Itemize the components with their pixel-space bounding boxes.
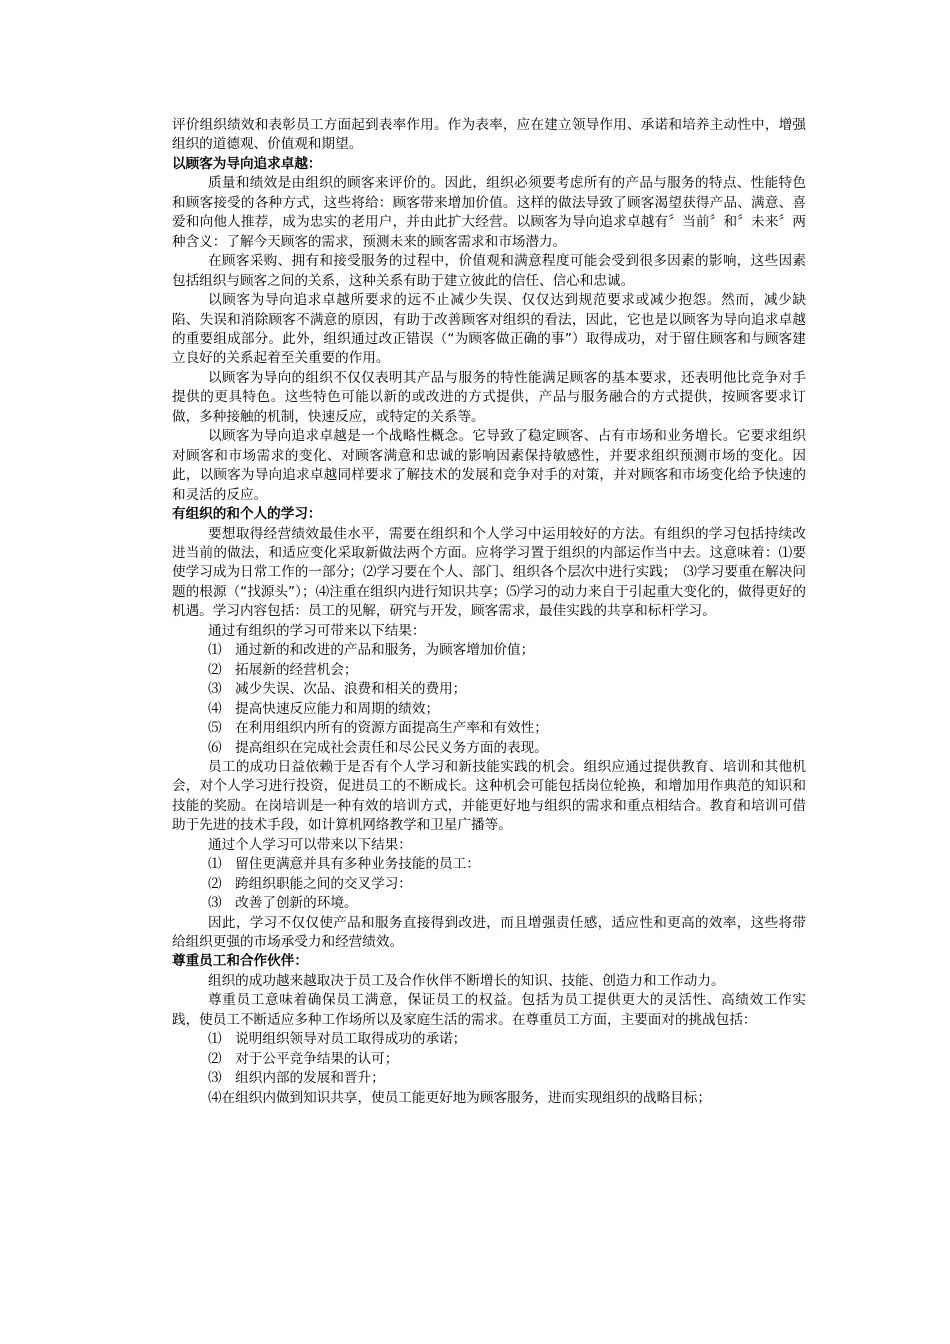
list-item: ⑶ 减少失误、次品、浪费和相关的费用；	[208, 681, 467, 698]
list-item: ⑶ 改善了创新的环境。	[208, 895, 358, 912]
list-item: ⑵ 拓展新的经营机会；	[208, 661, 358, 678]
paragraph: 以顾客为导向的组织不仅仅表明其产品与服务的特性能满足顾客的基本要求，还表明他比竞争对手提供的更具特色。这些特色可能以新的或改进的方式提供，产品与服务融合的方式提供，按顾客要求订做，多种接触的机制，快速反应，或特定的关系等。	[172, 369, 806, 425]
list-item: ⑹ 提高组织在完成社会责任和尽公民义务方面的表现。	[208, 739, 548, 756]
section-heading-respect: 尊重员工和合作伙伴：	[172, 953, 308, 970]
paragraph: 通过有组织的学习可带来以下结果：	[208, 622, 426, 639]
paragraph: 质量和绩效是由组织的顾客来评价的。因此，组织必须要考虑所有的产品与服务的特点、性能特色和顾客接受的各种方式，这些将给：顾客带来增加价值。这样的做法导致了顾客渴望获得产品、满意、喜爱和向他人推荐，成为忠实的老用户，并由此扩大经营。以顾客为导向追求卓越有〞当前〞和〞未来〞两种含义：了解今天顾客的需求，预测未来的顾客需求和市场潜力。	[172, 175, 806, 250]
paragraph: 组织的成功越来越取决于员工及合作伙伴不断增长的知识、技能、创造力和工作动力。	[208, 972, 725, 989]
section-heading-learning: 有组织的和个人的学习：	[172, 506, 322, 523]
document-page	[172, 116, 806, 1108]
list-item: ⑴ 说明组织领导对员工取得成功的承诺；	[208, 1031, 467, 1048]
list-item: ⑸ 在利用组织内所有的资源方面提高生产率和有效性；	[208, 720, 548, 737]
paragraph: 在顾客采购、拥有和接受服务的过程中，价值观和满意程度可能会受到很多因素的影响，这些因素包括组织与顾客之间的关系，这种关系有助于建立彼此的信任、信心和忠诚。	[172, 253, 806, 289]
list-item: ⑶ 组织内部的发展和晋升；	[208, 1070, 385, 1087]
paragraph: 因此，学习不仅仅使产品和服务直接得到改进，而且增强责任感，适应性和更高的效率，这些将带给组织更强的市场承受力和经营绩效。	[172, 914, 806, 951]
paragraph: 以顾客为导向追求卓越所要求的远不止减少失误、仅仅达到规范要求或减少抱怨。然而，减少缺陷、失误和消除顾客不满意的原因，有助于改善顾客对组织的看法，因此，它也是以顾客为导向追求卓越的重要组成部分。此外，组织通过改正错误（“为顾客做正确的事”）取得成功，对于留住顾客和与顾客建立良好的关系起着至关重要的作用。	[172, 292, 806, 367]
list-item: ⑷ 提高快速反应能力和周期的绩效；	[208, 700, 440, 717]
section-heading-customer: 以顾客为导向追求卓越：	[172, 155, 322, 172]
paragraph: 员工的成功日益依赖于是否有个人学习和新技能实践的机会。组织应通过提供教育、培训和其他机会，对个人学习进行投资，促进员工的不断成长。这种机会可能包括岗位轮换，和增加用作典范的知识和技能的奖励。在岗培训是一种有效的培训方式，并能更好地与组织的需求和重点相结合。教育和培训可借助于先进的技术手段，如计算机网络教学和卫星广播等。	[172, 758, 806, 834]
paragraph: 要想取得经营绩效最佳水平，需要在组织和个人学习中运用较好的方法。有组织的学习包括持续改进当前的做法，和适应变化采取新做法两个方面。应将学习置于组织的内部运作当中去。这意味着：⑴要使学习成为日常工作的一部分；⑵学习要在个人、部门、组织各个层次中进行实践； ⑶学习要重在解决问题的根源（“找源头”）；⑷注重在组织内进行知识共享；⑸学习的动力来自于引起重大变化的，做得更好的机遇。学习内容包括：员工的见解，研究与开发，顾客需求，最佳实践的共享和标杆学习。	[172, 525, 806, 620]
list-item: ⑵ 跨组织职能之间的交叉学习：	[208, 875, 412, 892]
paragraph: 尊重员工意味着确保员工满意，保证员工的权益。包括为员工提供更大的灵活性、高绩效工作实践，使员工不断适应多种工作场所以及家庭生活的需求。在尊重员工方面，主要面对的挑战包括：	[172, 992, 806, 1028]
paragraph: 通过个人学习可以带来以下结果：	[208, 836, 412, 853]
list-item: ⑴ 通过新的和改进的产品和服务，为顾客增加价值；	[208, 642, 535, 659]
paragraph: 以顾客为导向追求卓越是一个战略性概念。它导致了稳定顾客、占有市场和业务增长。它要求组织对顾客和市场需求的变化、对顾客满意和忠诚的影响因素保持敏感性，并要求组织预测市场的变化。因此，以顾客为导向追求卓越同样要求了解技术的发展和竞争对手的对策，并对顾客和市场变化给予快速的和灵活的反应。	[172, 428, 806, 503]
list-item: ⑴ 留住更满意并具有多种业务技能的员工：	[208, 856, 480, 873]
paragraph-intro: 评价组织绩效和表彰员工方面起到表率作用。作为表率，应在建立领导作用、承诺和培养主动性中，增强组织的道德观、价值观和期望。	[172, 117, 806, 153]
list-item: ⑵ 对于公平竞争结果的认可；	[208, 1050, 399, 1067]
list-item: ⑷在组织内做到知识共享，使员工能更好地为顾客服务，进而实现组织的战略目标；	[208, 1089, 711, 1106]
